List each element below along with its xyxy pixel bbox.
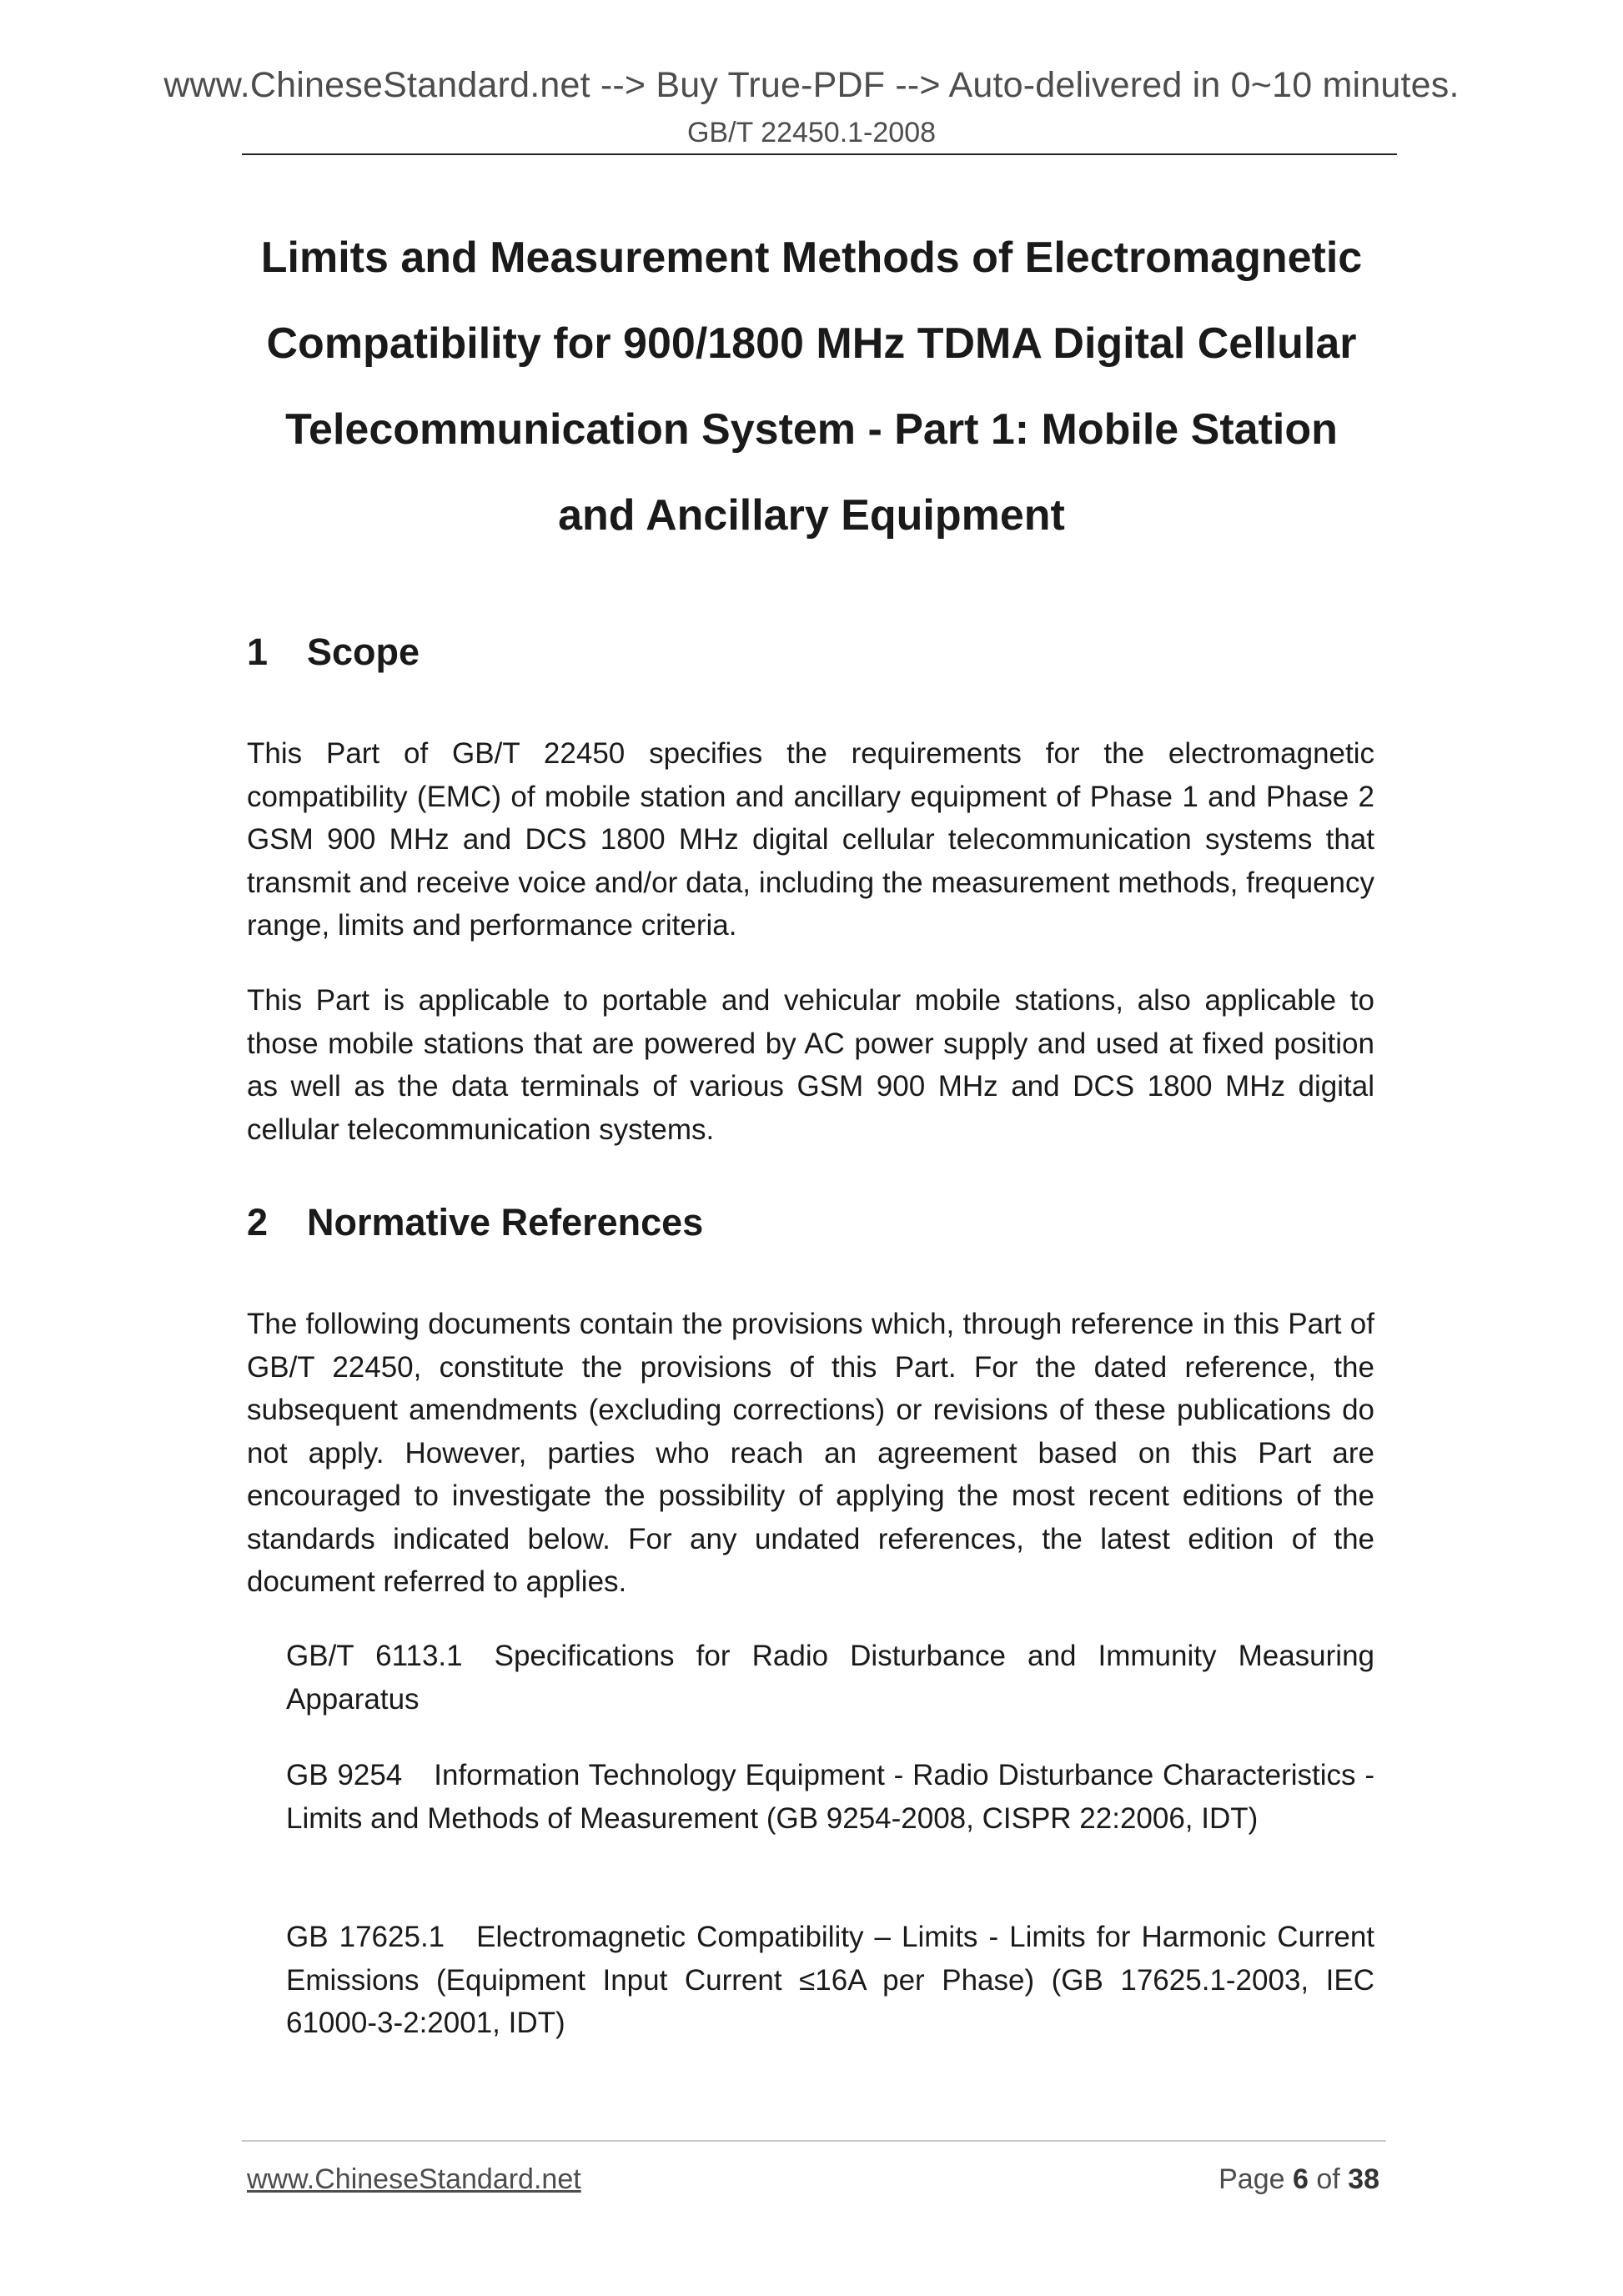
footer-site-link[interactable]: www.ChineseStandard.net — [247, 2163, 581, 2195]
page-indicator — [1219, 2163, 1379, 2196]
scope-paragraph-1: This Part of GB/T 22450 specifies the requirements for the electromagnetic compatibility (EMC) of mobile station and ancillary equipment of Phase 1 and Phase 2 GSM 900 MHz and DCS 1800 MHz digital cellular telecommunication systems that transmit and receive voice and/or data, including the measurement methods, frequency range, limits and performance criteria. — [247, 737, 1374, 942]
section-heading-normative-references — [247, 1201, 703, 1244]
title-line: and Ancillary Equipment — [558, 491, 1065, 540]
reference-item — [286, 1635, 1374, 1721]
reference-code: GB 17625.1 — [286, 1921, 445, 1953]
section-number: 2 — [247, 1201, 269, 1243]
reference-text: Electromagnetic Compatibility – Limits - Limits for Harmonic Current Emissions (Equipment Input Current ≤16A per Phase) (GB 17625.1-2003, IEC 61000-3-2:2001, IDT) — [286, 1921, 1375, 2039]
title-line: Limits and Measurement Methods of Electromagnetic — [260, 234, 1363, 282]
section-number: 1 — [247, 631, 269, 673]
reference-text: Information Technology Equipment - Radio Disturbance Characteristics - Limits and Methods of Measurement (GB 9254-2008, CISPR 22:2006, IDT) — [286, 1759, 1374, 1835]
page-of: of — [1316, 2163, 1340, 2195]
header-banner: www.ChineseStandard.net --> Buy True-PDF --> Auto-delivered in 0~10 minutes. — [163, 65, 1460, 105]
standard-code: GB/T 22450.1-2008 — [686, 117, 937, 148]
reference-code: GB 9254 — [286, 1759, 403, 1791]
reference-code: GB/T 6113.1 — [286, 1640, 463, 1672]
header-divider — [242, 153, 1397, 155]
reference-item — [286, 1754, 1374, 1840]
normative-references-paragraph: The following documents contain the provisions which, through reference in this Part of GB/T 22450, constitute the provisions of this Part. For the dated reference, the subsequent amendments (excluding corrections) or revisions of these publications do not apply. However, parties who reach an agreement based on this Part are encouraged to investigate the possibility of applying the most recent editions of the standards indicated below. For any undated references, the latest edition of the document referred to applies. — [247, 1308, 1374, 1598]
section-heading-scope — [247, 631, 420, 674]
title-line: Telecommunication System - Part 1: Mobile Station — [285, 405, 1338, 454]
section-title: Normative References — [307, 1201, 704, 1243]
section-title: Scope — [307, 631, 420, 673]
reference-item — [286, 1916, 1374, 2045]
document-title — [209, 215, 1414, 559]
title-line: Compatibility for 900/1800 MHz TDMA Digital Cellular — [266, 319, 1357, 368]
page-total: 38 — [1348, 2163, 1379, 2195]
footer-divider — [242, 2140, 1386, 2142]
page-number: 6 — [1292, 2163, 1309, 2195]
page-prefix: Page — [1219, 2163, 1285, 2195]
scope-paragraph-2: This Part is applicable to portable and vehicular mobile stations, also applicable to those mobile stations that are powered by AC power supply and used at fixed position as well as the data terminals of various GSM 900 MHz and DCS 1800 MHz digital cellular telecommunication systems. — [247, 984, 1374, 1146]
reference-text: Specifications for Radio Disturbance and Immunity Measuring Apparatus — [286, 1640, 1375, 1716]
